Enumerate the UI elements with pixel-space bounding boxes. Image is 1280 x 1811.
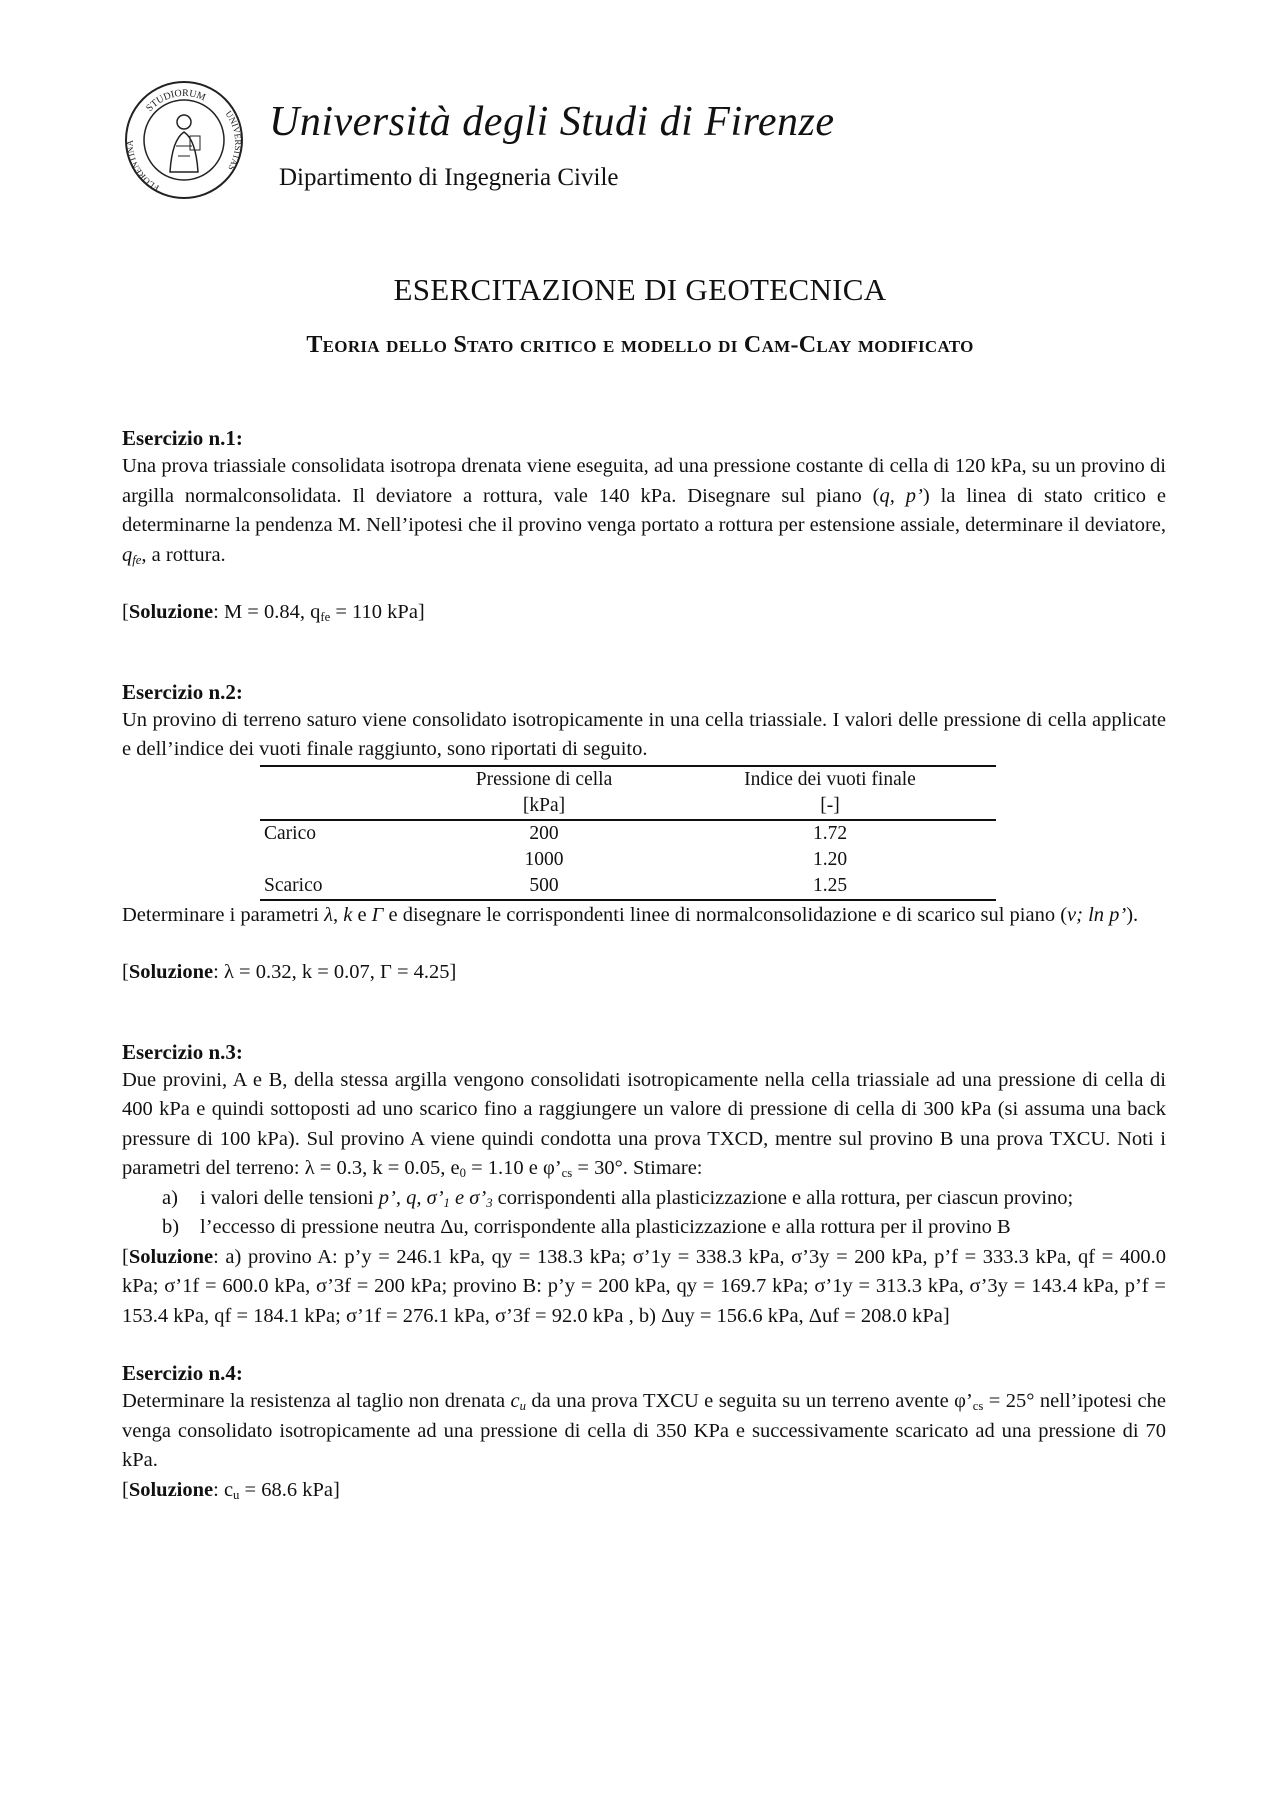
exercise-4: [122, 1359, 1166, 1505]
exercise-heading: Esercizio n.3:: [122, 1039, 243, 1064]
table-row: Carico 200 1.72: [264, 822, 848, 844]
table-header: Indice dei vuoti finale: [664, 766, 996, 793]
exercise-3: [122, 1038, 1166, 1332]
table-row: 1000 1.20: [524, 848, 848, 870]
page-subtitle: Teoria dello Stato critico e modello di Cam-Clay modificato: [306, 332, 974, 358]
solution: [Soluzione: a) provino A: p’y = 246.1 kPa, qy = 138.3 kPa; σ’1y = 338.3 kPa, σ’3y = 200 kPa, p’f = 333.3 kPa, qf = 400.0 kPa; σ’1f = 600.0 kPa, σ’3f = 200 kPa; provino B: p’y = 200 kPa, qy = 169.7 kPa; σ’1y = 313.3 kPa, σ’3y = 143.4 kPa, p’f = 153.4 kPa, qf = 184.1 kPa; σ’1f = 276.1 kPa, σ’3f = 92.0 kPa , b) Δuy = 156.6 kPa, Δuf = 208.0 kPa]: [122, 1245, 1166, 1327]
table-header: Pressione di cella: [424, 766, 664, 793]
table-row: Scarico 500 1.25: [260, 873, 996, 900]
exercise-text: Determinare la resistenza al taglio non drenata $c_u$ da una prova TXCU e seguita su un terreno avente $\varphi’_{cs} = 25^\circ$ nell’ipotesi che venga consolidato isotropicamente ad una pressione di cella di 350 KPa e successivamente scaricato ad una pressione di 70 kPa.: [122, 1390, 1166, 1471]
task-list: [122, 1184, 1166, 1243]
solution: [Soluzione: λ = 0.32, k = 0.07, Γ = 4.25]: [122, 961, 457, 983]
exercise-text: Una prova triassiale consolidata isotropa drenata viene eseguita, ad una pressione costante di cella di 120 kPa, su un provino di argilla normalconsolidata. Il deviatore a rottura, vale 140 kPa. Disegnare sul piano (q, p’) la linea di stato critico e determinarne la pendenza M. Nell’ipotesi che il provino venga portato a rottura per estensione assiale, determinare il deviatore, $q_{fe}$, a rottura.: [122, 455, 1166, 567]
table-header-unit: [-]: [664, 793, 996, 820]
university-seal-icon: [124, 80, 244, 200]
svg-text:STUDIORUM: STUDIORUM: [144, 87, 208, 114]
exercise-heading: Esercizio n.4:: [122, 1361, 243, 1385]
exercise-text: Due provini, A e B, della stessa argilla vengono consolidati isotropicamente nella cella triassiale ad una pressione di cella di 400 kPa e quindi sottoposti ad uno scarico fino a raggiungere un valore di pressione di cella di 300 kPa (si assuma una back pressure di 100 kPa). Sul provino A viene quindi condotta una prova TXCD, mentre sul provino B una prova TXCU. Noti i parametri del terreno: λ = 0.3, k = 0.05, $e_0 = 1.10$ e $\varphi’_{cs} = 30^\circ$. Stimare:: [122, 1068, 1166, 1180]
data-table: [260, 765, 996, 901]
exercise-2: [122, 678, 1166, 988]
exercise-text: Determinare i parametri λ, k e Γ e disegnare le corrispondenti linee di normalconsolidazione e di scarico sul piano (v; ln p’).: [122, 903, 1139, 926]
svg-text:UNIVERSITAS: UNIVERSITAS: [223, 108, 244, 173]
table-header-unit: [kPa]: [424, 793, 664, 820]
svg-text:FLORENTINA: FLORENTINA: [124, 139, 161, 194]
exercise-heading: Esercizio n.1:: [122, 426, 243, 450]
page-title: ESERCITAZIONE DI GEOTECNICA: [393, 272, 887, 307]
solution: [Soluzione: M = 0.84, $q_{fe} = 110$ kPa]: [122, 601, 425, 624]
solution: [Soluzione: $c_u = 68.6$ kPa]: [122, 1478, 340, 1502]
department-name: Dipartimento di Ingegneria Civile: [279, 164, 619, 191]
exercise-text: Un provino di terreno saturo viene consolidato isotropicamente in una cella triassiale. I valori delle pressione di cella applicate e dell’indice dei vuoti finale raggiunto, sono riportati di seguito.: [122, 708, 1166, 760]
exercise-1: [122, 424, 1166, 628]
exercise-heading: Esercizio n.2:: [122, 679, 243, 704]
letterhead: [124, 80, 1154, 200]
university-name: Università degli Studi di Firenze: [269, 99, 835, 145]
list-item: a) i valori delle tensioni p’, q, $\sigma’_1$ e $\sigma’_3$ corrispondenti alla plasticizzazione e alla rottura, per ciascun provino;: [162, 1186, 1074, 1210]
list-item: b) l’eccesso di pressione neutra Δu, corrispondente alla plasticizzazione e alla rottura per il provino B: [162, 1216, 1011, 1238]
exercise-list: [122, 424, 1166, 1505]
